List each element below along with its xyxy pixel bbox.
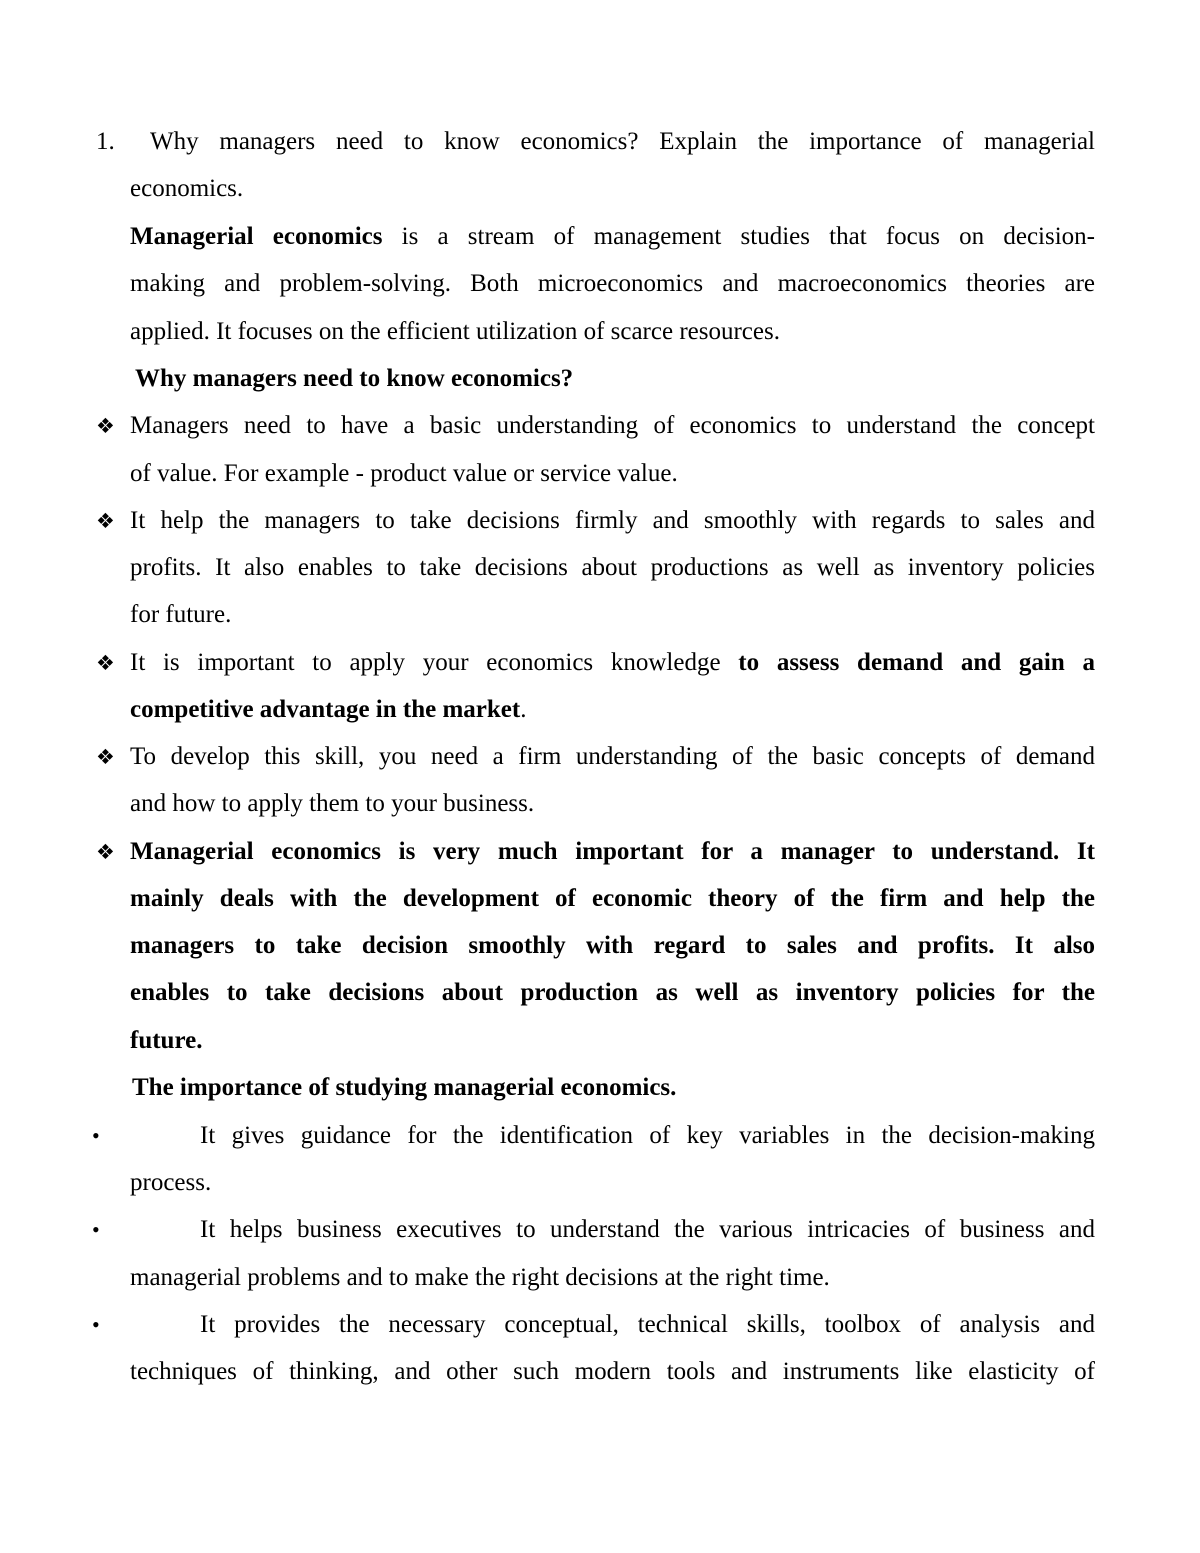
bullet-5-line-2: mainly deals with the development of economic theory of the firm and help the [130,885,1095,912]
question-number: 1. [96,128,115,155]
intro-line-1 [130,222,1095,252]
intro-line-1-rest: is a stream of management studies that focus on decision- [401,223,1095,250]
heading-why-managers: Why managers need to know economics? [135,365,574,392]
bullet-1-line-2: of value. For example - product value or service value. [130,460,678,487]
bullet-5-line-1: Managerial economics is very much important for a manager to understand. It [130,838,1095,865]
bullet-3-bold: to assess demand and gain a [738,649,1095,676]
bullet-4-line-2: and how to apply them to your business. [130,790,535,817]
importance-1-line-2: process. [130,1169,212,1196]
bullet-3-line-1 [130,648,1095,678]
bullet-1-line-1: Managers need to have a basic understanding of economics to understand the concept [130,412,1095,439]
round-bullet-icon: • [92,1123,100,1148]
importance-3-line-2: techniques of thinking, and other such modern tools and instruments like elasticity of [130,1358,1095,1385]
bullet-3-end: . [520,696,527,723]
question-line-1: Why managers need to know economics? Explain the importance of managerial [150,128,1095,155]
diamond-bullet-icon: ❖ [96,745,115,769]
bullet-4-line-1: To develop this skill, you need a firm understanding of the basic concepts of demand [130,743,1095,770]
intro-term: Managerial economics [130,223,383,250]
round-bullet-icon: • [92,1217,100,1242]
bullet-3-plain: It is important to apply your economics knowledge [130,649,721,676]
bullet-3-bold-2: competitive advantage in the market [130,696,521,723]
diamond-bullet-icon: ❖ [96,509,115,533]
intro-line-2: making and problem-solving. Both microeconomics and macroeconomics theories are [130,270,1095,297]
bullet-5-line-5: future. [130,1027,203,1054]
importance-3-line-1: It provides the necessary conceptual, technical skills, toolbox of analysis and [200,1311,1095,1338]
intro-line-3: applied. It focuses on the efficient utilization of scarce resources. [130,318,780,345]
bullet-5-line-4: enables to take decisions about production as well as inventory policies for the [130,979,1095,1006]
bullet-5-line-3: managers to take decision smoothly with regard to sales and profits. It also [130,932,1095,959]
importance-2-line-1: It helps business executives to understand the various intricacies of business and [200,1216,1095,1243]
round-bullet-icon: • [92,1312,100,1337]
diamond-bullet-icon: ❖ [96,840,115,864]
bullet-2-line-1: It help the managers to take decisions firmly and smoothly with regards to sales and [130,507,1095,534]
bullet-2-line-3: for future. [130,601,232,628]
importance-1-line-1: It gives guidance for the identification of key variables in the decision-making [200,1122,1095,1149]
bullet-2-line-2: profits. It also enables to take decisions about productions as well as inventory policies [130,554,1095,581]
diamond-bullet-icon: ❖ [96,414,115,438]
question-line-2: economics. [130,175,244,202]
bullet-3-line-2 [130,695,1095,725]
heading-importance: The importance of studying managerial economics. [132,1074,677,1101]
diamond-bullet-icon: ❖ [96,651,115,675]
importance-2-line-2: managerial problems and to make the right decisions at the right time. [130,1264,830,1291]
